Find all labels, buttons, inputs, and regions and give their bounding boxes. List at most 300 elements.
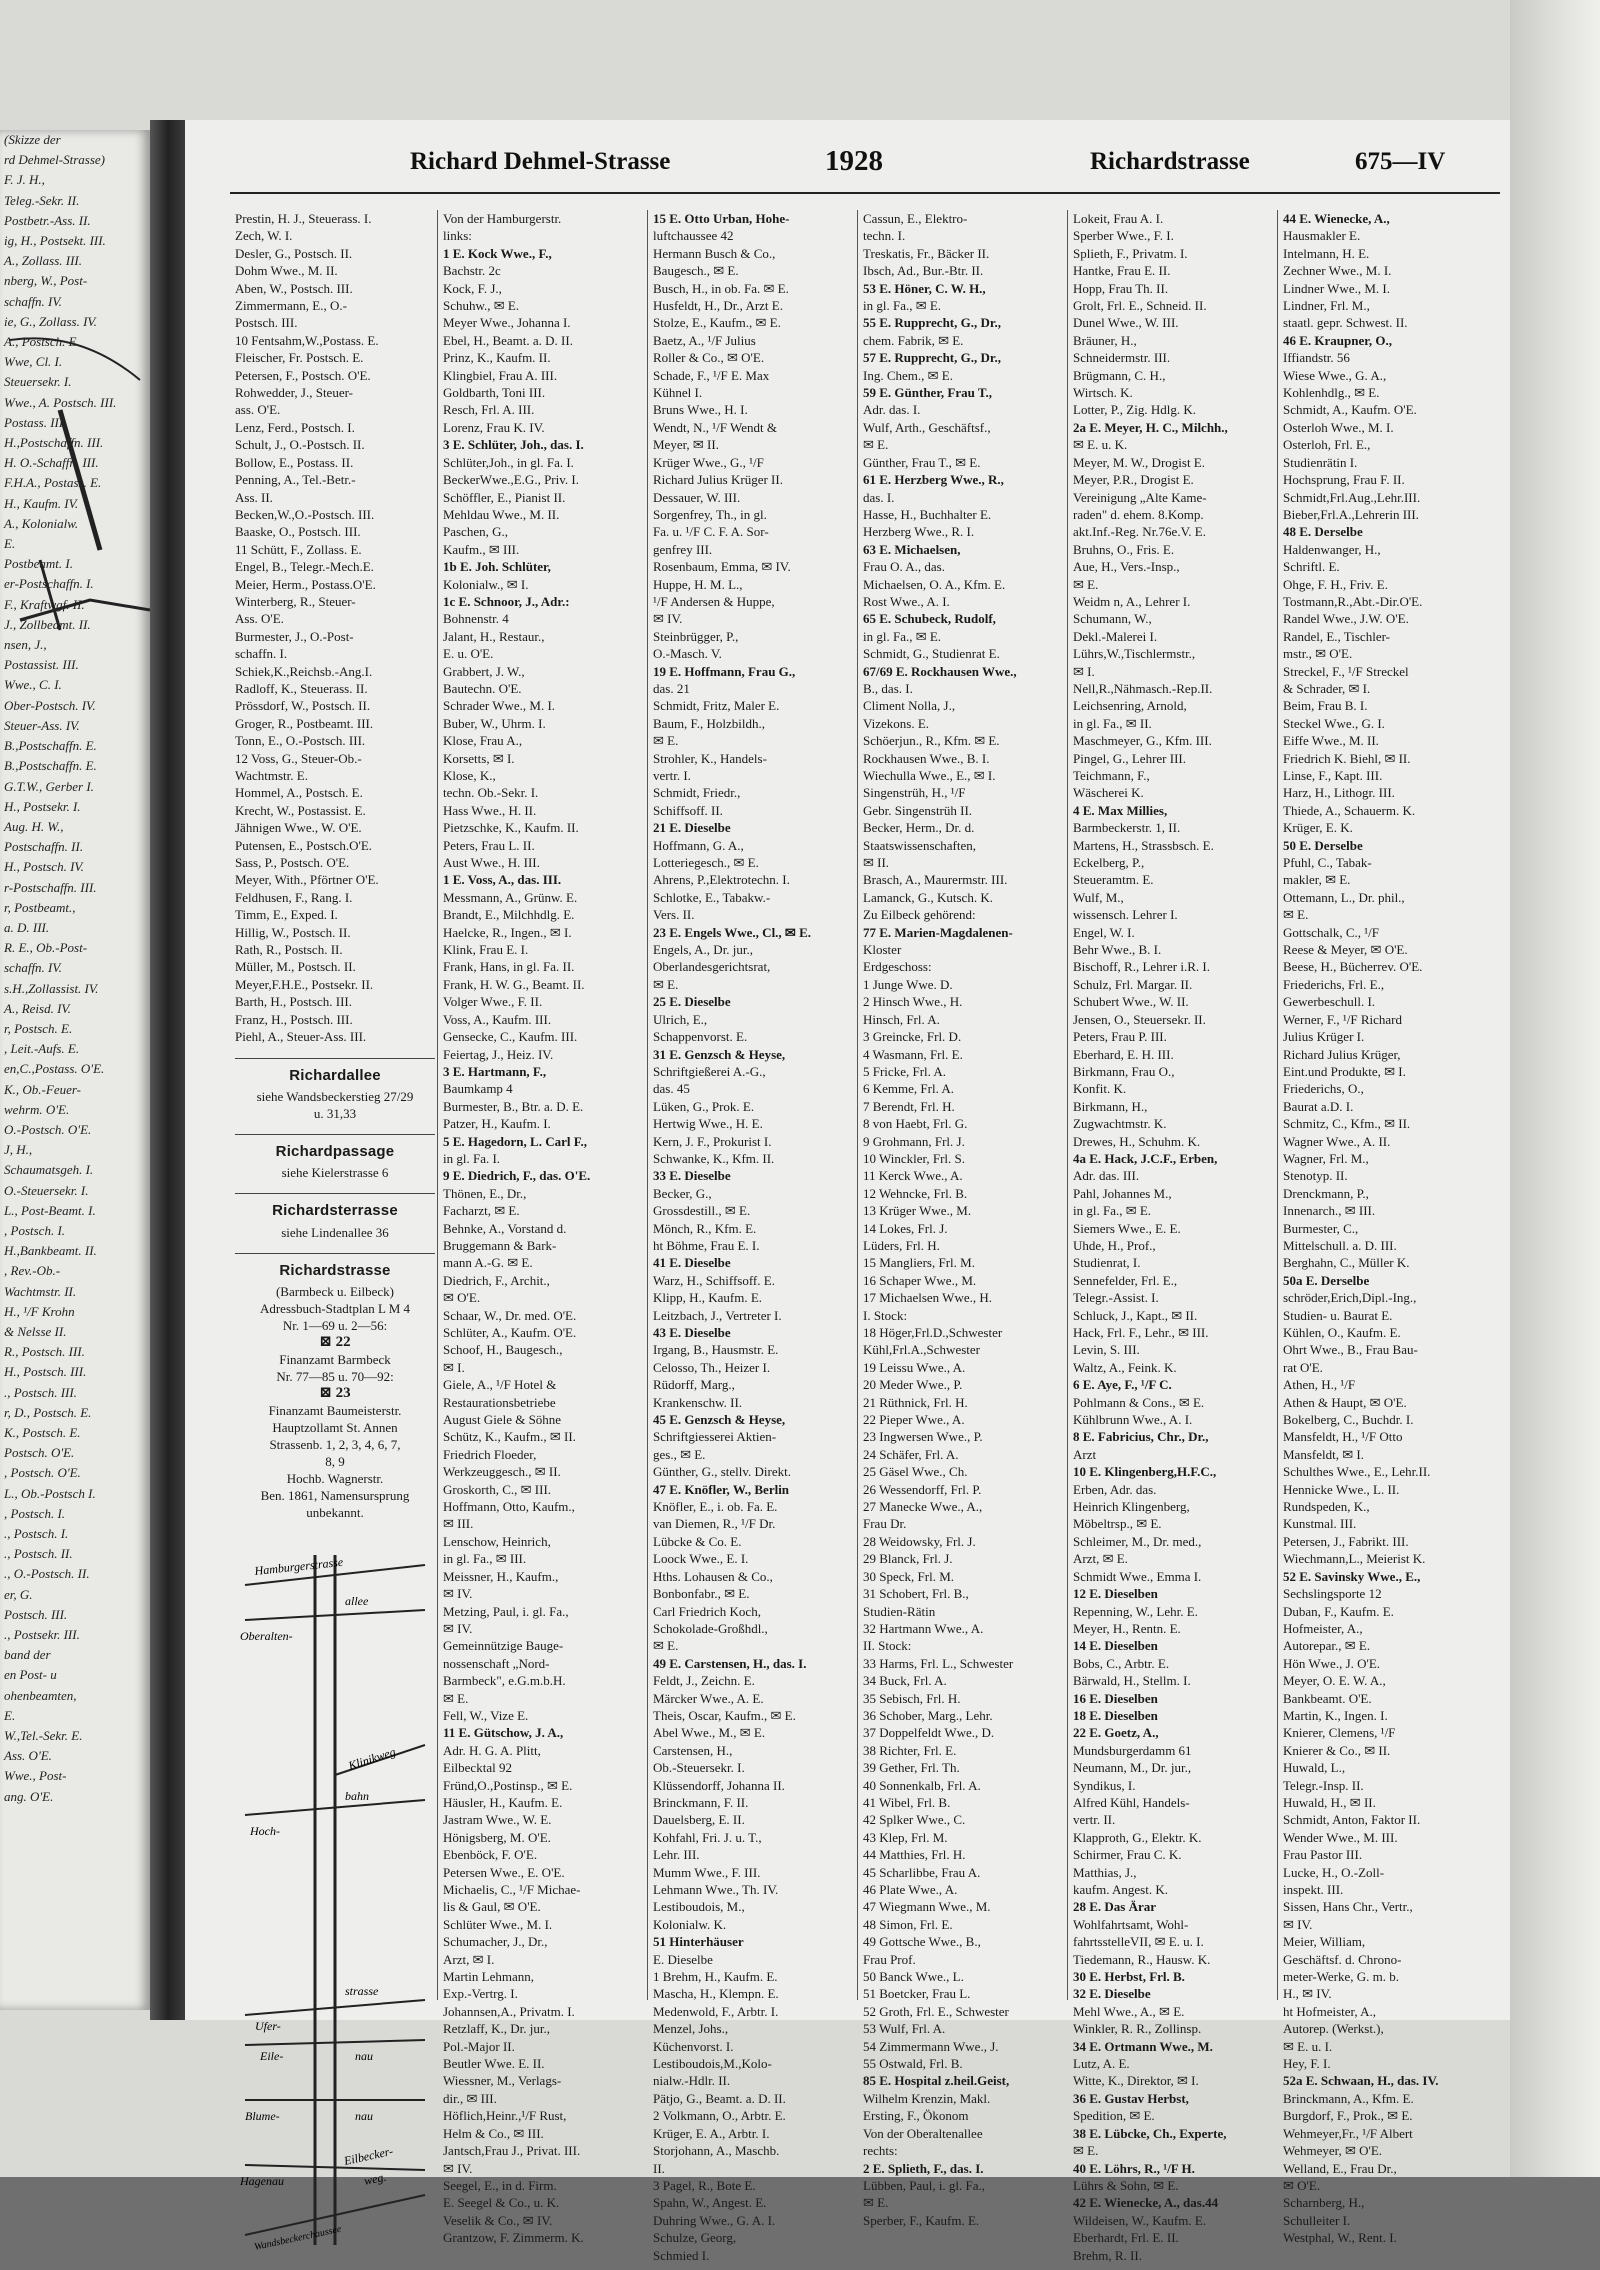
directory-entry: meter-Werke, G. m. b. [1283,1969,1400,1985]
directory-entry: Schmidt, Friedr., [653,785,741,801]
map-label-ufer: Ufer- [255,2019,281,2034]
directory-entry: Scharnberg, H., [1283,2195,1365,2211]
directory-entry: Petersen Wwe., E. O'E. [443,1864,565,1880]
directory-entry: in gl. Fa. I. [443,1150,501,1166]
directory-entry: Burgdorf, F., Prok., ✉ E. [1283,2108,1413,2124]
directory-entry: mann A.-G. ✉ E. [443,1255,533,1271]
directory-entry: ✉ IV. [443,1586,473,1602]
directory-entry: Arzt [1073,1446,1097,1462]
directory-entry: Werkzeuggesch., ✉ II. [443,1464,561,1480]
directory-entry: schröder,Erich,Dipl.-Ing., [1283,1290,1417,1306]
directory-entry: Schütz, K., Kaufm., ✉ II. [443,1429,576,1445]
directory-entry: Rundspeden, K., [1283,1499,1370,1515]
directory-entry: Schmidt, Anton, Faktor II. [1283,1812,1421,1828]
directory-entry: 20 Meder Wwe., P. [863,1377,963,1393]
directory-entry: Bonbonfabr., ✉ E. [653,1586,750,1602]
directory-entry: Studien- u. Baurat E. [1283,1307,1393,1323]
directory-entry: 53 Wulf, Frl. A. [863,2021,946,2037]
directory-entry: Küchenvorst. I. [653,2038,734,2054]
directory-entry: 50a E. Derselbe [1283,1272,1370,1288]
directory-entry: Schumann, W., [1073,611,1152,627]
directory-entry: Frau Pastor III. [1283,1847,1363,1863]
directory-entry: Splieth, F., Privatm. I. [1073,245,1188,261]
directory-entry: Carl Friedrich Koch, [653,1603,761,1619]
left-page-line: Postsch. O'E. [4,1445,75,1461]
left-page-line: ohenbeamten, [4,1687,77,1703]
header-year: 1928 [825,145,883,177]
left-page-line: G.T.W., Gerber I. [4,778,94,794]
directory-entry: Hinsch, Frl. A. [863,1011,940,1027]
left-page-line: rd Dehmel-Strasse) [4,152,105,168]
directory-entry: 29 Blanck, Frl. J. [863,1551,953,1567]
directory-entry: Eckelberg, P., [1073,855,1145,871]
directory-entry: 1 E. Kock Wwe., F., [443,245,552,261]
directory-entry: Schmidt, Fritz, Maler E. [653,698,780,714]
directory-entry: 4 Wasmann, Frl. E. [863,1046,963,1062]
directory-entry: Mehldau Wwe., M. II. [443,506,560,522]
directory-entry: Schöerjun., R., Kfm. ✉ E. [863,733,1000,749]
left-page-line: nsen, J., [4,637,47,653]
directory-entry: Beese, H., Bücherrev. O'E. [1283,959,1423,975]
directory-entry: Schaar, W., Dr. med. O'E. [443,1307,577,1323]
column-2-entries [443,210,643,2247]
directory-entry: Hausmakler E. [1283,228,1361,244]
left-page-line: E. [4,536,16,552]
street-note-line: Strassenb. 1, 2, 3, 4, 6, 7, [269,1437,401,1453]
directory-entry: Kock, F. J., [443,280,502,296]
map-label-allee: allee [345,1594,369,1609]
directory-entry: Brügmann, C. H., [1073,367,1166,383]
directory-entry: Wiese Wwe., G. A., [1283,367,1387,383]
directory-entry: Adr. H. G. A. Plitt, [443,1742,541,1758]
directory-entry: Martens, H., Strassbsch. E. [1073,837,1214,853]
directory-entry: 51 Boetcker, Frau L. [863,1986,971,2002]
column-3-entries [653,210,853,2264]
column-6-entries [1283,210,1483,2247]
directory-entry: Steckel Wwe., G. I. [1283,715,1385,731]
directory-entry: Rost Wwe., A. I. [863,593,950,609]
directory-entry: ✉ E. [443,1690,469,1706]
directory-entry: ✉ IV. [1283,1916,1313,1932]
directory-entry: Fell, W., Vize E. [443,1707,529,1723]
directory-entry: Tostmann,R.,Abt.-Dir.O'E. [1283,593,1423,609]
directory-entry: B., das. I. [863,680,913,696]
directory-entry: 36 Schober, Marg., Lehr. [863,1707,993,1723]
directory-entry: Winkler, R. R., Zollinsp. [1073,2021,1202,2037]
left-page-line: B.,Postschaffn. E. [4,738,97,754]
directory-entry: Franz, H., Postsch. III. [235,1011,353,1027]
directory-entry: Thönen, E., Dr., [443,1185,527,1201]
directory-entry: in gl. Fa., ✉ III. [443,1551,527,1567]
directory-entry: Staatswissenschaften, [863,837,977,853]
directory-entry: Hoffmann, G. A., [653,837,744,853]
street-heading-richardpassage: Richardpassage [235,1134,435,1160]
directory-entry: 34 Buck, Frl. A. [863,1673,947,1689]
directory-entry: Hön Wwe., J. O'E. [1283,1655,1381,1671]
left-page-line: F.H.A., Postass. E. [4,475,102,491]
directory-entry: 85 E. Hospital z.heil.Geist, [863,2073,1010,2089]
directory-entry: 48 Simon, Frl. E. [863,1916,953,1932]
directory-entry: Grolt, Frl. E., Schneid. II. [1073,298,1207,314]
directory-entry: Hths. Lohausen & Co., [653,1568,773,1584]
directory-entry: Wagner, Frl. M., [1283,1150,1369,1166]
directory-entry: I. Stock: [863,1307,908,1323]
directory-entry: Mönch, R., Kfm. E. [653,1220,757,1236]
directory-entry: Gemeinnützige Bauge- [443,1638,564,1654]
column-divider-4 [1067,210,1068,2000]
directory-entry: wissensch. Lehrer I. [1073,907,1178,923]
map-label-weg: weg. [362,2169,388,2189]
directory-entry: 1 E. Voss, A., das. III. [443,872,562,888]
left-page-line: H., ¹/F Krohn [4,1303,75,1319]
directory-entry: Baum, F., Holzbildh., [653,715,765,731]
header-page-number: 675—IV [1355,148,1446,175]
directory-entry: Bruhns, O., Fris. E. [1073,541,1175,557]
directory-entry: Bruns Wwe., H. I. [653,402,748,418]
left-page-line: A., Reisd. IV. [4,1000,71,1016]
directory-entry: Schwanke, K., Kfm. II. [653,1150,775,1166]
directory-entry: Krankenschw. II. [653,1394,743,1410]
directory-entry: Wendt, N., ¹/F Wendt & [653,419,777,435]
directory-entry: Osterloh Wwe., M. I. [1283,419,1394,435]
directory-entry: Zech, W. I. [235,228,293,244]
left-page-line: F. J. H., [4,172,45,188]
directory-entry: Frank, Hans, in gl. Fa. II. [443,959,575,975]
directory-entry: Kolonialw. K. [653,1916,727,1932]
left-page-line: Postbetr.-Ass. II. [4,212,91,228]
directory-entry: Kühlbrunn Wwe., A. I. [1073,1412,1193,1428]
left-page-line: Postsch. III. [4,1606,68,1622]
directory-entry: Engels, A., Dr. jur., [653,942,754,958]
directory-entry: ht Böhme, Frau E. I. [653,1237,760,1253]
directory-entry: Wiechmann,L., Meierist K. [1283,1551,1426,1567]
directory-entry: Brinckmann, A., Kfm. E. [1283,2090,1414,2106]
directory-entry: 59 E. Günther, Frau T., [863,385,993,401]
left-page-line: W.,Tel.-Sekr. E. [4,1728,83,1744]
directory-entry: Leichsenring, Arnold, [1073,698,1187,714]
directory-entry: Petersen, F., Postsch. O'E. [235,367,371,383]
directory-entry: Schade, F., ¹/F E. Max [653,367,770,383]
directory-entry: Restaurationsbetriebe [443,1394,556,1410]
directory-entry: 45 E. Genzsch & Heyse, [653,1412,786,1428]
left-page-line: Postass. III. [4,414,67,430]
directory-entry: 47 Wiegmann Wwe., M. [863,1899,991,1915]
directory-entry: Krüger, E. K. [1283,820,1353,836]
directory-entry: Celosso, Th., Heizer I. [653,1359,771,1375]
directory-entry: 61 E. Herzberg Wwe., R., [863,472,1004,488]
left-page-line: K., Ob.-Feuer- [4,1081,81,1097]
directory-entry: 21 Rüthnick, Frl. H. [863,1394,968,1410]
directory-entry: Schleimer, M., Dr. med., [1073,1533,1202,1549]
directory-entry: 28 E. Das Ärar [1073,1899,1157,1915]
directory-entry: 5 Fricke, Frl. A. [863,1063,947,1079]
directory-entry: Schmidt, G., Studienrat E. [863,646,1000,662]
column-divider-3 [857,210,858,2000]
left-page-line: (Skizze der [4,132,61,147]
directory-entry: Kohlenhdlg., ✉ E. [1283,385,1380,401]
directory-entry: Meissner, H., Kaufm., [443,1568,559,1584]
street-note-line: ⊠ 23 [319,1385,351,1402]
directory-entry: Hantke, Frau E. II. [1073,263,1171,279]
directory-entry: ✉ E. u. K. [1073,437,1128,453]
directory-entry: Hass Wwe., H. II. [443,802,537,818]
directory-entry: Wagner Wwe., A. II. [1283,1133,1391,1149]
directory-entry: Meyer, ✉ II. [653,437,719,453]
directory-entry: Hofmeister, A., [1283,1620,1363,1636]
directory-entry: 19 E. Hoffmann, Frau G., [653,663,796,679]
directory-entry: kaufm. Angest. K. [1073,1882,1168,1897]
directory-entry: Meyer, With., Pförtner O'E. [235,872,379,888]
street-note-line: Finanzamt Barmbeck [279,1352,391,1368]
directory-entry: Studienrätin I. [1283,454,1358,470]
directory-entry: Burmester, B., Btr. a. D. E. [443,1098,584,1114]
directory-entry: Busch, H., in ob. Fa. ✉ E. [653,280,789,296]
left-page-line: A., Kolonialw. [4,515,79,531]
directory-entry: 12 E. Dieselben [1073,1586,1158,1602]
directory-entry: Hey, F. I. [1283,2056,1331,2072]
directory-entry: Meyer,F.H.E., Postsekr. II. [235,976,374,992]
directory-entry: 1b E. Joh. Schlüter, [443,559,551,575]
directory-entry: Gensecke, C., Kaufm. III. [443,1029,578,1045]
directory-entry: Drenckmann, P., [1283,1185,1369,1201]
left-page-line: , Postsch. I. [4,1222,66,1238]
directory-entry: Konfit. K. [1073,1081,1127,1097]
directory-entry: Iffiandstr. 56 [1283,350,1350,366]
directory-entry: Bollow, E., Postass. II. [235,454,354,470]
directory-entry: 55 E. Rupprecht, G., Dr., [863,315,1001,331]
directory-entry: Pingel, G., Lehrer III. [1073,750,1186,766]
directory-entry: vertr. I. [653,768,691,783]
directory-entry: in gl. Fa., ✉ II. [1073,715,1152,731]
directory-entry: Osterloh, Frl. E., [1283,437,1371,453]
street-note-line: Nr. 77—85 u. 70—92: [276,1369,394,1385]
directory-entry: ✉ O'E. [1283,2177,1321,2193]
directory-entry: 30 E. Herbst, Frl. B. [1073,1969,1185,1985]
directory-entry: Arzt, ✉ I. [443,1951,495,1967]
street-note-line: Finanzamt Baumeisterstr. [268,1403,402,1419]
directory-entry: 48 E. Derselbe [1283,524,1363,540]
directory-entry: Klapproth, G., Elektr. K. [1073,1829,1202,1845]
directory-entry: Knöfler, E., i. ob. Fa. E. [653,1499,778,1515]
directory-entry: 63 E. Michaelsen, [863,541,961,557]
directory-entry: 21 E. Dieselbe [653,820,731,836]
directory-entry: Peters, Frau L. II. [443,837,535,853]
directory-entry: Lutz, A. E. [1073,2056,1130,2072]
directory-entry: Bräuner, H., [1073,332,1137,348]
directory-entry: ht Hofmeister, A., [1283,2003,1376,2019]
directory-entry: 50 E. Derselbe [1283,837,1363,853]
left-page-line: O.-Steuersekr. I. [4,1182,89,1198]
street-note-line: u. 31,33 [313,1105,357,1121]
directory-entry: Baumkamp 4 [443,1081,513,1097]
left-page-line: H., Postsch. III. [4,1364,87,1380]
directory-entry: Sorgenfrey, Th., in gl. [653,506,767,522]
directory-entry: Behnke, A., Vorstand d. [443,1220,567,1236]
street-heading-richardallee: Richardallee [235,1058,435,1084]
directory-entry: 46 E. Kraupner, O., [1283,332,1392,348]
directory-entry: Zu Eilbeck gehörend: [863,907,976,923]
directory-entry: 28 Weidowsky, Frl. J. [863,1533,976,1549]
directory-entry: Petersen, J., Fabrikt. III. [1283,1533,1409,1549]
directory-entry: Uhde, H., Prof., [1073,1237,1156,1253]
directory-entry: Korsetts, ✉ I. [443,750,515,766]
directory-entry: Friederichs, O., [1283,1081,1364,1097]
left-page-line: Schaumatsgeh. I. [4,1162,94,1178]
directory-entry: Lührs & Sohn, ✉ E. [1073,2177,1179,2193]
directory-entry: Baaske, O., Postsch. III. [235,524,361,540]
directory-entry: 12 Voss, G., Steuer-Ob.- [235,750,362,766]
directory-entry: 67/69 E. Rockhausen Wwe., [863,663,1017,679]
directory-entry: Mundsburgerdamm 61 [1073,1742,1192,1758]
directory-entry: 22 Pieper Wwe., A. [863,1412,965,1428]
directory-entry: 41 E. Dieselbe [653,1255,731,1271]
directory-entry: 57 E. Rupprecht, G., Dr., [863,350,1001,366]
directory-entry: Höflich,Heinr.,¹/F Rust, [443,2108,567,2124]
directory-entry: Drewes, H., Schuhm. K. [1073,1133,1201,1149]
directory-entry: 16 E. Dieselben [1073,1690,1158,1706]
directory-entry: Bobs, C., Arbtr. E. [1073,1655,1170,1671]
directory-entry: 43 E. Dieselbe [653,1325,731,1340]
directory-entry: Ebel, H., Beamt. a. D. II. [443,332,573,348]
directory-entry: Baetz, A., ¹/F Julius [653,332,756,348]
directory-entry: Fleischer, Fr. Postsch. E. [235,350,364,366]
directory-entry: Adr. das. III. [1073,1168,1140,1184]
directory-entry: Frau O. A., das. [863,559,945,575]
directory-entry: 31 Schobert, Frl. B., [863,1586,969,1602]
directory-entry: Winterberg, R., Steuer- [235,593,356,609]
directory-entry: Becker, Herm., Dr. d. [863,820,975,836]
directory-entry: Schmidt,Frl.Aug.,Lehr.III. [1283,489,1421,505]
directory-entry: Hoffmann, Otto, Kaufm., [443,1499,575,1515]
directory-entry: Klose, Frau A., [443,733,523,749]
left-page-line: Aug. H. W., [4,818,64,834]
directory-entry: Leitzbach, J., Vertreter I. [653,1307,782,1323]
directory-entry: Ersting, F., Ökonom [863,2108,969,2124]
directory-entry: Grossdestill., ✉ E. [653,1203,751,1219]
directory-entry: Zugwachtmstr. K. [1073,1116,1167,1132]
left-page-line: ., Postsch. III. [4,1384,77,1400]
directory-entry: Krüger Wwe., G., ¹/F [653,454,764,470]
left-page-line: schaffn. IV. [4,293,62,309]
directory-entry: Günther, G., stellv. Direkt. [653,1464,791,1480]
directory-entry: Teichmann, F., [1073,768,1150,783]
left-page-line: Wachtmstr. II. [4,1283,77,1299]
directory-entry: Groskorth, C., ✉ III. [443,1481,552,1497]
directory-entry: 46 Plate Wwe., A. [863,1882,958,1897]
directory-entry: 44 Matthies, Frl. H. [863,1847,966,1863]
directory-entry: ges., ✉ E. [653,1446,706,1462]
directory-entry: 5 E. Hagedorn, L. Carl F., [443,1133,587,1149]
directory-entry: Eberhard, E. H. III. [1073,1046,1174,1062]
left-page-line: Wwe., A. Postsch. III. [4,394,117,410]
directory-entry: Kühl,Frl.A.,Schwester [863,1342,980,1358]
left-page-line: H.,Bankbeamt. II. [4,1243,97,1259]
directory-entry: Fründ,O.,Postinsp., ✉ E. [443,1777,573,1793]
directory-entry: ✉ IV. [653,611,683,627]
directory-entry: fahrtsstelleVII, ✉ E. u. I. [1073,1934,1204,1950]
map-label-bahn: bahn [345,1789,369,1804]
directory-entry: Lindner, Frl. M., [1283,298,1370,314]
directory-entry: Telegr.-Insp. II. [1283,1777,1364,1793]
directory-entry: 8 von Haebt, Frl. G. [863,1116,968,1132]
directory-entry: ✉ I. [1073,663,1095,679]
directory-entry: Helm & Co., ✉ III. [443,2125,544,2141]
directory-entry: Schmidt Wwe., Emma I. [1073,1568,1202,1584]
directory-entry: Kühnel I. [653,385,703,401]
directory-entry: Westphal, W., Rent. I. [1283,2230,1397,2246]
left-page-line: H., Postsch. IV. [4,859,84,875]
directory-entry: Martin, K., Ingen. I. [1283,1707,1388,1723]
directory-entry: Dunel Wwe., W. III. [1073,315,1179,331]
directory-entry: Pfuhl, C., Tabak- [1283,855,1372,871]
directory-entry: Goldbarth, Toni III. [443,385,546,401]
directory-entry: Wehmeyer,Fr., ¹/F Albert [1283,2125,1413,2141]
directory-entry: 49 Gottsche Wwe., B., [863,1934,981,1950]
left-page-line: r, D., Postsch. E. [4,1404,92,1420]
directory-entry: Hack, Frl. F., Lehr., ✉ III. [1073,1325,1209,1340]
directory-entry: Sennefelder, Frl. E., [1073,1272,1178,1288]
directory-entry: Zimmermann, E., O.- [235,298,347,314]
directory-entry: E. Dieselbe [653,1951,713,1967]
directory-entry: Resch, Frl. A. III. [443,402,535,418]
directory-entry: Athen & Haupt, ✉ O'E. [1283,1394,1407,1410]
directory-entry: Schubert Wwe., W. II. [1073,994,1189,1010]
directory-entry: Kloster [863,942,902,958]
directory-entry: Lübcke & Co. E. [653,1533,742,1549]
directory-entry: rat O'E. [1283,1359,1323,1375]
directory-entry: Autorepar., ✉ E. [1283,1638,1371,1654]
directory-entry: Birkmann, H., [1073,1098,1148,1114]
directory-entry: Voss, A., Kaufm. III. [443,1011,552,1027]
directory-entry: Barth, H., Postsch. III. [235,994,352,1010]
directory-entry: Schmied I. [653,2247,710,2263]
directory-entry: Aben, W., Postsch. III. [235,280,353,296]
street-info-richardstrasse [235,1283,435,1521]
directory-entry: ¹/F Andersen & Huppe, [653,593,775,609]
directory-entry: 11 E. Gütschow, J. A., [443,1725,564,1741]
directory-entry: Wulf, Arth., Geschäftsf., [863,419,991,435]
directory-entry: Peters, Frau P. III. [1073,1029,1167,1045]
directory-entry: ✉ E. [1073,2143,1099,2159]
directory-entry: chem. Fabrik, ✉ E. [863,332,964,348]
directory-entry: 2 Volkmann, O., Arbtr. E. [653,2108,786,2124]
directory-entry: 6 Kemme, Frl. A. [863,1081,954,1097]
directory-entry: Ulrich, E., [653,1011,708,1027]
directory-entry: Meyer, O. E. W. A., [1283,1673,1386,1689]
directory-entry: Buber, W., Uhrm. I. [443,715,546,731]
left-page-line: ., Postsch. II. [4,1546,73,1562]
left-page-line: er-Postschaffn. I. [4,576,94,592]
street-note-line: siehe Wandsbeckerstieg 27/29 [256,1088,414,1104]
street-note-line: unbekannt. [306,1505,364,1521]
directory-entry: Facharzt, ✉ E. [443,1203,520,1219]
directory-entry: Frank, H. W. G., Beamt. II. [443,976,585,992]
directory-entry: Metzing, Paul, i. gl. Fa., [443,1603,569,1619]
directory-entry: Bachstr. 2c [443,263,501,279]
left-partial-page [0,130,150,2010]
directory-entry: Märcker Wwe., A. E. [653,1690,764,1706]
directory-entry: Schöffler, E., Pianist II. [443,489,566,505]
directory-entry: 9 E. Diedrich, F., das. O'E. [443,1168,591,1184]
directory-entry: 49 E. Carstensen, H., das. I. [653,1655,807,1671]
column-divider-5 [1277,210,1278,2000]
directory-entry: Friedrich K. Biehl, ✉ II. [1283,750,1411,766]
directory-entry: Frau Prof. [863,1951,916,1967]
directory-entry: Schokolade-Großhdl., [653,1620,768,1636]
street-sketch-map [235,1545,435,2265]
directory-entry: H., ✉ IV. [1283,1986,1332,2002]
directory-entry: Duban, F., Kaufm. E. [1283,1603,1394,1619]
